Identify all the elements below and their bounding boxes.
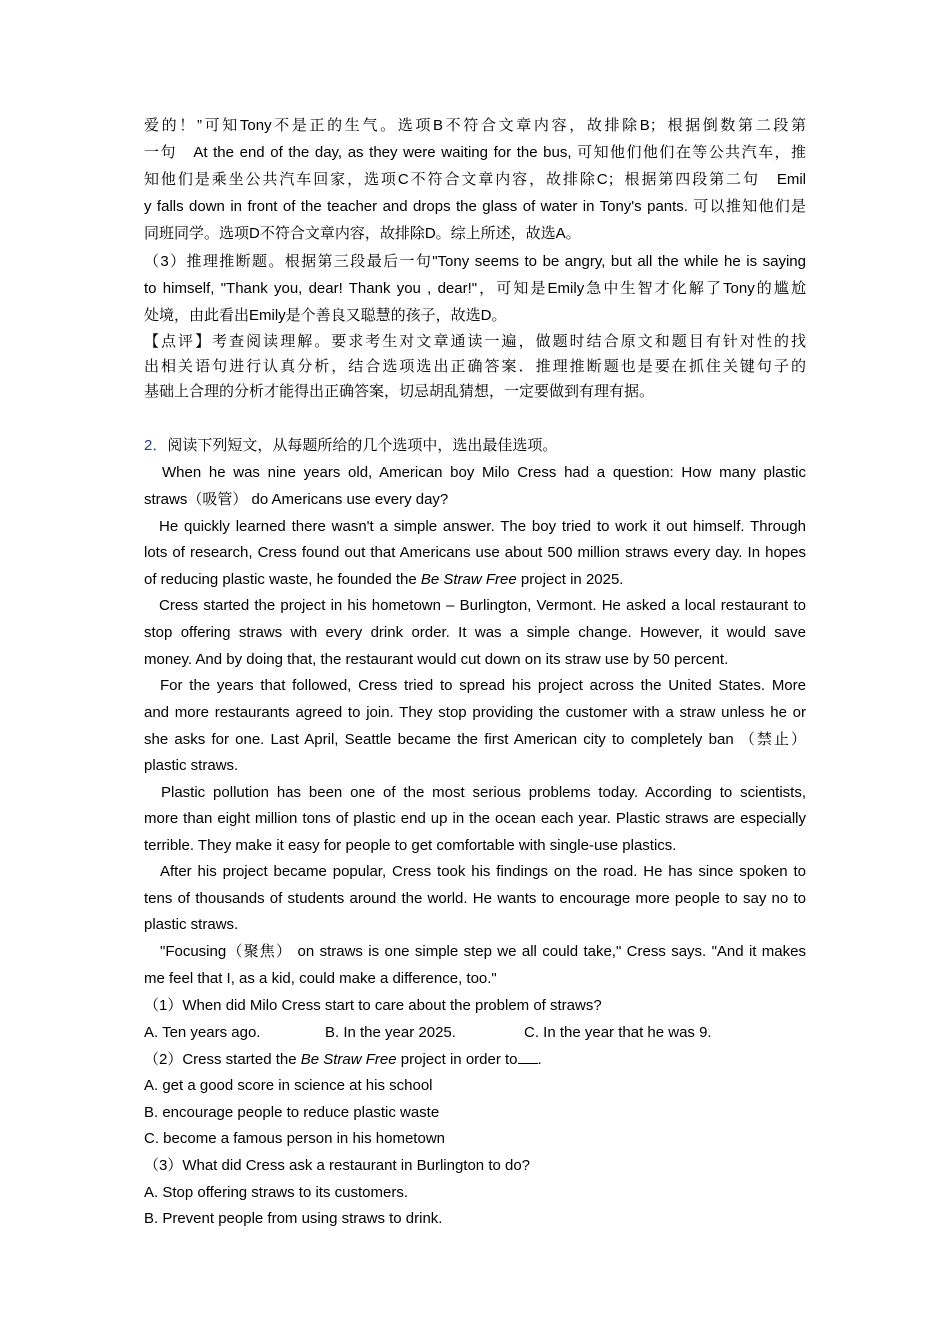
passage-line: Plastic pollution has been one of the most serious problems today. According to scientists, [161,784,806,801]
passage-line: For the years that followed, Cress tried to spread his project across the United States. More [160,677,806,694]
passage-line: plastic straws. [144,916,239,933]
option-a[interactable]: A. get a good score in science at his school [144,1077,433,1094]
question-number: 2． [144,437,168,454]
question-text: （2）Cress started the [144,1051,297,1068]
answer-line-1: 爱的！”可知Tony不是正的生气。选项B不符合文章内容，故排除B；根据倒数第二段第 [144,117,806,134]
project-name: Be Straw Free [300,1051,397,1068]
passage-text: of reducing plastic waste, he founded the [144,571,417,588]
question-2-heading [144,436,557,456]
passage-line: terrible. They make it easy for people to get comfortable with single-use plastics. [144,837,677,854]
passage-line: When he was nine years old, American boy Milo Cress had a question: How many plastic [162,464,806,481]
passage-line: she asks for one. Last April, Seattle became the first American city to completely ban （禁止） [144,731,806,748]
option-a[interactable]: A. Ten years ago. [144,1024,261,1041]
option-c[interactable]: C. become a famous person in his hometown [144,1130,445,1147]
comment-line-2: 出相关语句进行认真分析，结合选项选出正确答案．推理推断题也是要在抓住关键句子的 [144,358,806,375]
passage-line: After his project became popular, Cress took his findings on the road. He has since spoken to [160,863,806,880]
option-c[interactable]: C. In the year that he was 9. [524,1024,712,1041]
question-instruction: 阅读下列短文，从每题所给的几个选项中，选出最佳选项。 [167,437,558,454]
sub-question-1: （1）When did Milo Cress start to care about the problem of straws? [144,997,602,1014]
passage-line: money. And by doing that, the restaurant would cut down on its straw use by 50 percent. [144,651,729,668]
sub-question-3: （3）What did Cress ask a restaurant in Burlington to do? [144,1157,531,1174]
passage-line: and more restaurants agreed to join. They stop providing the customer with a straw unless he or [144,704,806,721]
option-b[interactable]: B. In the year 2025. [325,1024,456,1041]
option-b[interactable]: B. encourage people to reduce plastic waste [144,1104,440,1121]
passage-line: me feel that I, as a kid, could make a difference, too." [144,970,497,987]
option-b[interactable]: B. Prevent people from using straws to drink. [144,1210,443,1227]
sub-question-1-options [144,1023,712,1043]
sub-question-2 [144,1049,542,1070]
passage-line: lots of research, Cress found out that Americans use about 500 million straws every day. In hopes [144,544,806,561]
passage-line: stop offering straws with every drink order. It was a simple change. However, it would save [144,624,806,641]
passage-line: plastic straws. [144,757,239,774]
passage-line: Cress started the project in his hometown – Burlington, Vermont. He asked a local restaurant to [159,597,806,614]
passage-text: project in 2025. [520,571,624,588]
answer-line-8: 处境，由此看出Emily是个善良又聪慧的孩子，故选D。 [144,307,507,324]
project-name: Be Straw Free [420,571,517,588]
answer-line-5: 同班同学。选项D不符合文章内容，故排除D。综上所述，故选A。 [144,225,581,242]
passage-line: He quickly learned there wasn't a simple answer. The boy tried to work it out himself. Through [159,518,806,535]
passage-line: tens of thousands of students around the world. He wants to encourage more people to say no to [144,890,806,907]
answer-blank [518,1049,538,1064]
answer-line-3: 知他们是乘坐公共汽车回家，选项C不符合文章内容，故排除C；根据第四段第二句 Emil [144,171,806,188]
comment-line-1: 【点评】考查阅读理解。要求考生对文章通读一遍，做题时结合原文和题目有针对性的找 [144,333,806,350]
answer-line-4: y falls down in front of the teacher and drops the glass of water in Tony's pants. 可以推知他们是 [144,198,806,215]
answer-line-6: （3）推理推断题。根据第三段最后一句"Tony seems to be angry, but all the while he is saying [144,253,806,270]
answer-line-2: 一句 At the end of the day, as they were waiting for the bus, 可知他们他们在等公共汽车，推 [144,144,806,161]
passage-line: more than eight million tons of plastic end up in the ocean each year. Plastic straws are especially [144,810,806,827]
answer-line-7: to himself, "Thank you, dear! Thank you , dear!"，可知是Emily急中生智才化解了Tony的尴尬 [144,280,806,297]
passage-line: straws（吸管） do Americans use every day? [144,491,449,508]
option-a[interactable]: A. Stop offering straws to its customers. [144,1184,408,1201]
comment-line-3: 基础上合理的分析才能得出正确答案，切忌胡乱猜想，一定要做到有理有据。 [144,383,655,400]
question-text: project in order to [400,1051,518,1068]
passage-line: "Focusing（聚焦） on straws is one simple step we all could take," Cress says. "And it makes [160,943,806,960]
passage-line [144,570,623,590]
question-text: . [537,1051,542,1068]
